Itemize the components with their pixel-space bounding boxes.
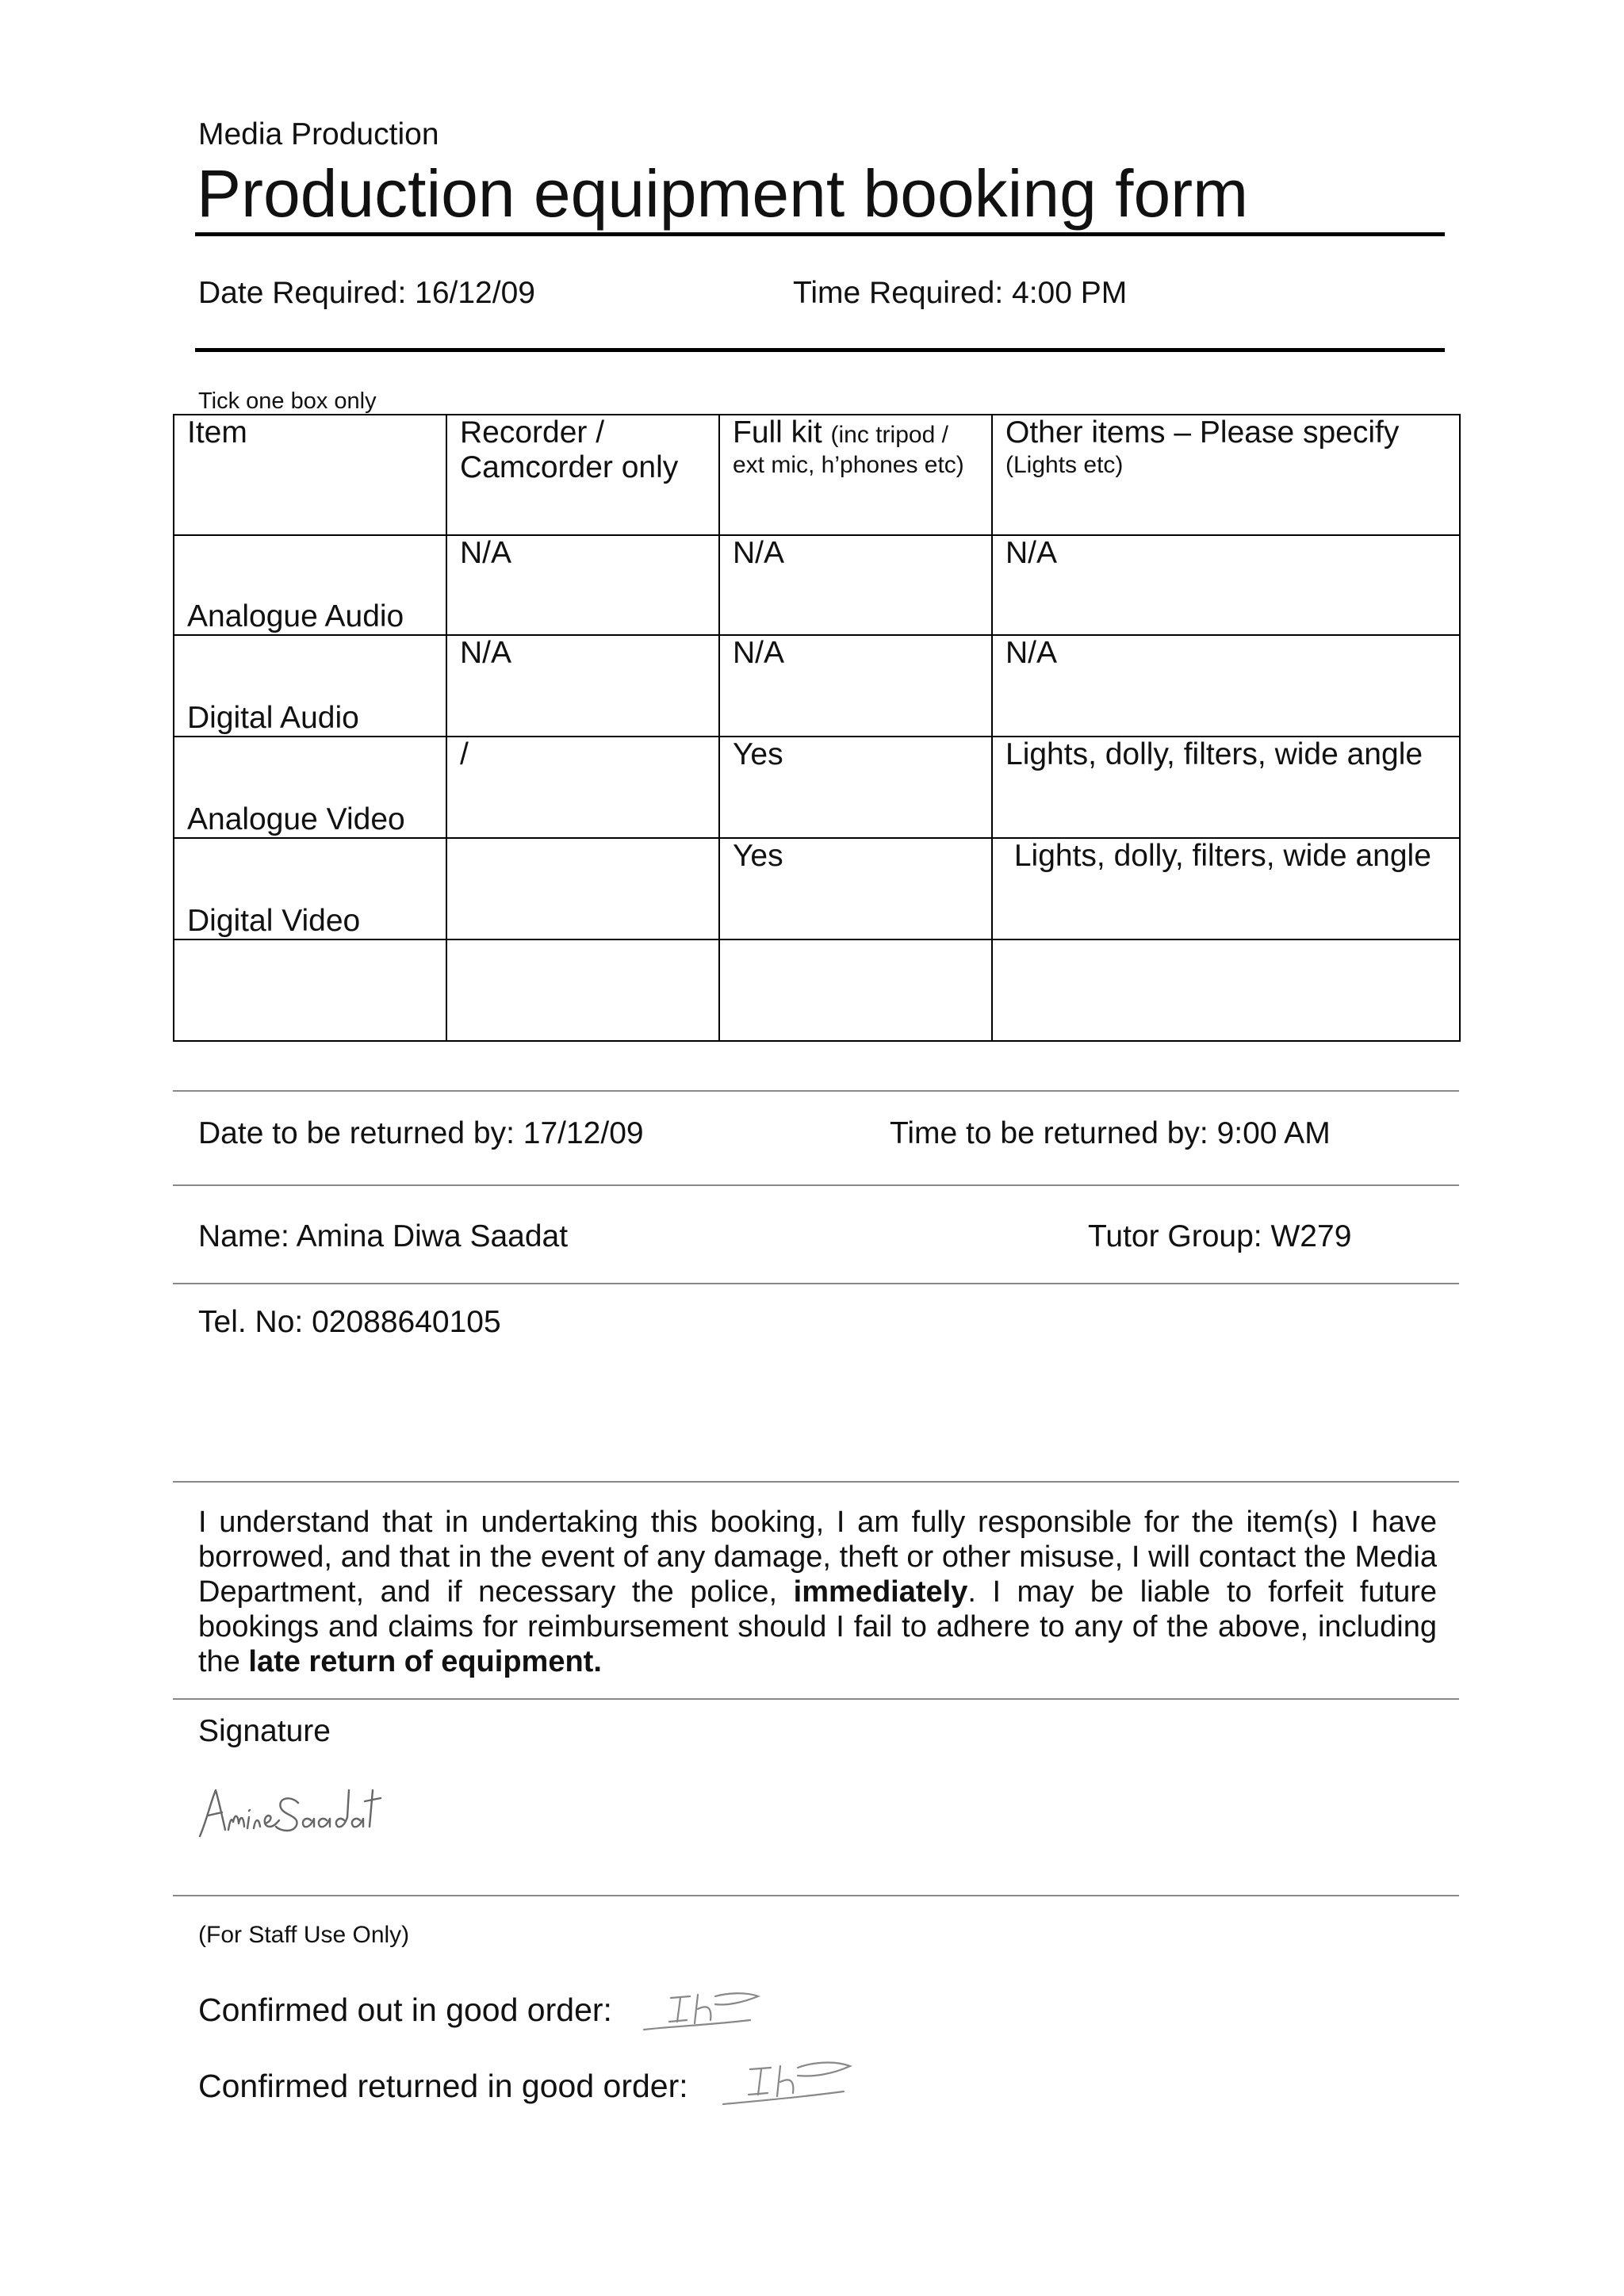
return-time-label: Time to be returned by: [890, 1116, 1208, 1150]
row-full-kit[interactable]: N/A [719, 635, 992, 737]
divider [173, 1283, 1459, 1284]
row-recorder[interactable] [446, 939, 719, 1041]
table-row [174, 635, 1460, 737]
form-title: Production equipment booking form [197, 156, 1249, 231]
row-full-kit[interactable] [719, 939, 992, 1041]
tutor-group-value: W279 [1270, 1219, 1352, 1253]
row-other[interactable]: N/A [992, 635, 1460, 737]
divider [173, 1090, 1459, 1092]
confirmed-returned-label: Confirmed returned in good order: [198, 2068, 688, 2104]
divider [173, 1481, 1459, 1483]
return-time-field [890, 1116, 1331, 1151]
row-other[interactable]: N/A [992, 535, 1460, 635]
name-value: Amina Diwa Saadat [296, 1219, 569, 1253]
divider [173, 1698, 1459, 1700]
return-date-value: 17/12/09 [523, 1116, 644, 1150]
row-item [174, 939, 446, 1041]
name-field [198, 1219, 568, 1254]
header-full-kit: Full kit (inc tripod / ext mic, h’phones etc) [719, 415, 992, 535]
divider [173, 1184, 1459, 1186]
declaration-emphasis: late return of equipment. [248, 1645, 602, 1678]
row-other[interactable]: Lights, dolly, filters, wide angle [992, 737, 1460, 838]
row-item: Digital Audio [174, 635, 446, 737]
row-recorder[interactable]: / [446, 737, 719, 838]
signature-label: Signature [198, 1714, 331, 1748]
table-row [174, 737, 1460, 838]
title-underline [195, 232, 1445, 236]
staff-use-label: (For Staff Use Only) [198, 1922, 410, 1948]
return-date-field [198, 1116, 644, 1151]
row-recorder[interactable]: N/A [446, 635, 719, 737]
row-other[interactable]: Lights, dolly, filters, wide angle [992, 838, 1460, 939]
tel-label: Tel. No: [198, 1305, 304, 1339]
time-required-value: 4:00 PM [1012, 276, 1128, 310]
tutor-group-field [1088, 1219, 1351, 1254]
row-full-kit[interactable]: Yes [719, 838, 992, 939]
tel-field [198, 1305, 501, 1340]
table-row-empty [174, 939, 1460, 1041]
tick-instruction: Tick one box only [198, 388, 377, 414]
row-recorder[interactable] [446, 838, 719, 939]
row-full-kit[interactable]: Yes [719, 737, 992, 838]
signature-image [195, 1774, 401, 1850]
tel-value: 02088640105 [312, 1305, 501, 1339]
confirmed-returned-initials [717, 2049, 860, 2116]
row-item: Analogue Video [174, 737, 446, 838]
row-recorder[interactable]: N/A [446, 535, 719, 635]
section-divider [195, 348, 1445, 352]
table-header-row [174, 415, 1460, 535]
handwritten-signature [195, 1774, 401, 1846]
header-other-items: Other items – Please specify (Lights etc) [992, 415, 1460, 535]
time-required-label: Time Required: [793, 276, 1004, 310]
row-item: Analogue Audio [174, 535, 446, 635]
name-label: Name: [198, 1219, 289, 1253]
row-other[interactable] [992, 939, 1460, 1041]
row-item: Digital Video [174, 838, 446, 939]
date-required-field [198, 276, 535, 311]
tutor-group-label: Tutor Group: [1088, 1219, 1262, 1253]
date-required-value: 16/12/09 [415, 276, 535, 310]
date-required-colon: : [397, 276, 416, 310]
declaration-emphasis: immediately [793, 1575, 968, 1609]
header-item: Item [174, 415, 446, 535]
header-recorder: Recorder / Camcorder only [446, 415, 719, 535]
row-full-kit[interactable]: N/A [719, 535, 992, 635]
divider [173, 1895, 1459, 1896]
date-required-label: Date Required [198, 276, 398, 310]
table-row [174, 535, 1460, 635]
confirmed-out-label: Confirmed out in good order: [198, 1992, 612, 2028]
department-label: Media Production [198, 117, 439, 151]
time-required-field [793, 276, 1127, 311]
return-date-label: Date to be returned by: [198, 1116, 515, 1150]
confirmed-out-initials [639, 1980, 766, 2040]
table-row [174, 838, 1460, 939]
return-time-value: 9:00 AM [1216, 1116, 1331, 1150]
declaration-text: I understand that in undertaking this booking, I am fully responsible for the item(s) I have borrowed, and that in the event of any damage, theft or other misuse, I will contact the Media Department, and if necessary the police, immediately. I may be liable to forfeit future bookings and claims for reimbursement should I fail to adhere to any of the above, including the late return of equipment. [198, 1506, 1437, 1678]
equipment-table [173, 414, 1461, 1042]
